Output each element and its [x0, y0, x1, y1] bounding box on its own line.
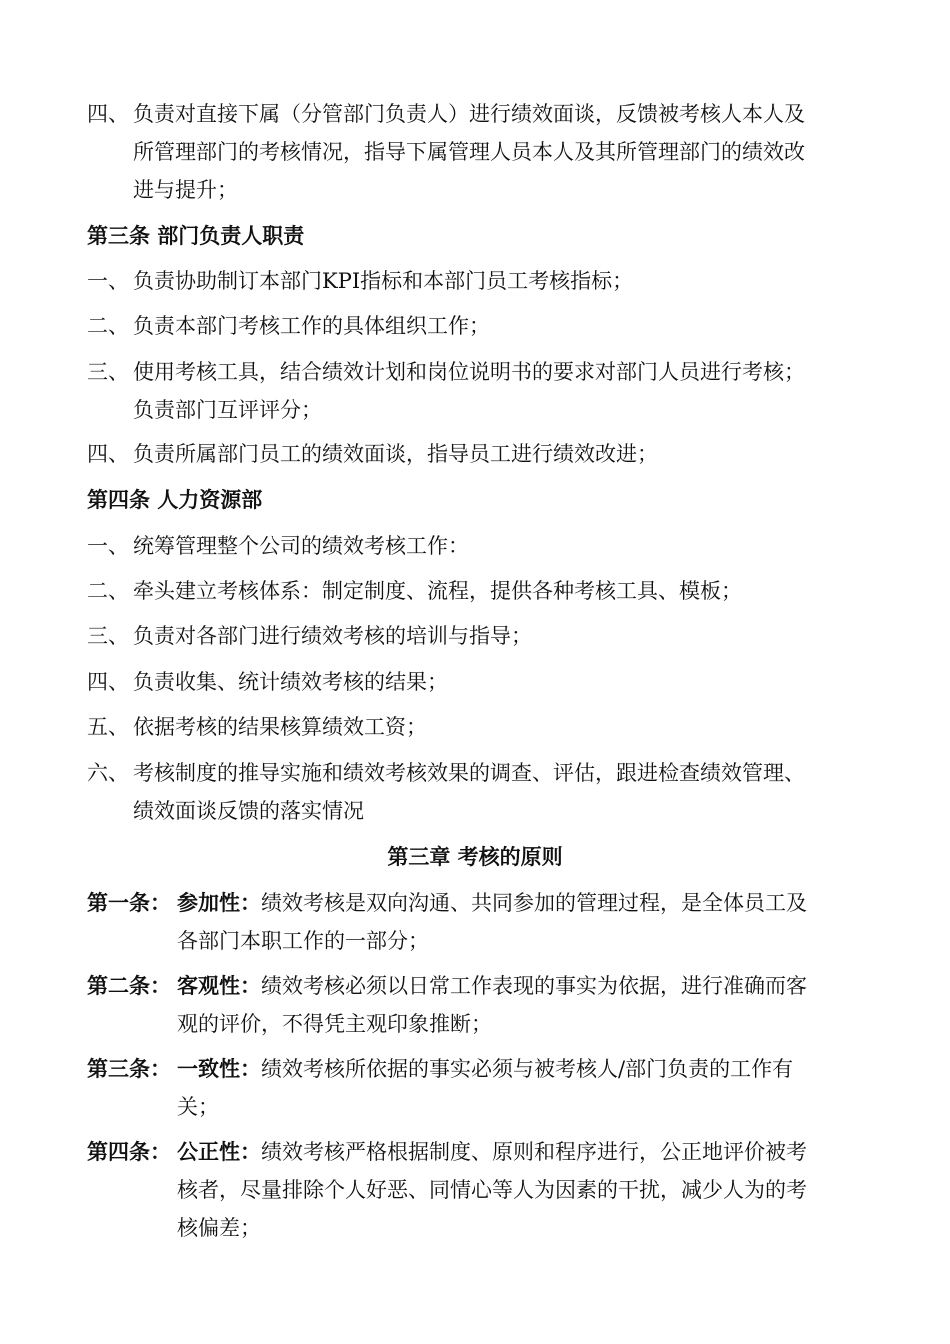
article-text: 绩效考核所依据的事实必须与被考核人/部门负责的工作有 [261, 1057, 794, 1081]
item-text: 进与提升； [133, 178, 238, 202]
article-text: 核偏差； [177, 1216, 261, 1240]
item-text: 绩效面谈反馈的落实情况 [133, 799, 364, 823]
item-text: 统筹管理整个公司的绩效考核工作： [133, 534, 469, 558]
article-label: 第四条： [87, 1139, 171, 1164]
article-lead: 公正性： [177, 1139, 261, 1164]
article-text: 观的评价，不得凭主观印象推断； [177, 1012, 492, 1036]
item-number: 三、 [87, 360, 129, 384]
article-text: 绩效考核是双向沟通、共同参加的管理过程，是全体员工及 [261, 891, 807, 915]
item-text: 负责部门互评评分； [133, 398, 322, 422]
article-text: 各部门本职工作的一部分； [177, 929, 429, 953]
item-number: 四、 [87, 670, 129, 694]
section-heading: 第四条 人力资源部 [87, 487, 263, 512]
article-label: 第二条： [87, 973, 171, 998]
item-number: 四、 [87, 102, 129, 126]
item-number: 一、 [87, 534, 129, 558]
item-text: 负责所属部门员工的绩效面谈，指导员工进行绩效改进； [133, 442, 658, 466]
article-label: 第一条： [87, 890, 171, 915]
article-text: 关； [177, 1095, 219, 1119]
article-lead: 一致性： [177, 1056, 261, 1081]
item-number: 二、 [87, 314, 129, 338]
article-label: 第三条： [87, 1056, 171, 1081]
item-text: 负责对直接下属（分管部门负责人）进行绩效面谈，反馈被考核人本人及 [133, 102, 805, 126]
item-number: 一、 [87, 269, 129, 293]
article-text: 绩效考核必须以日常工作表现的事实为依据，进行准确而客 [261, 974, 807, 998]
article-lead: 客观性： [177, 973, 261, 998]
item-number: 三、 [87, 624, 129, 648]
item-number: 五、 [87, 715, 129, 739]
section-heading: 第三条 部门负责人职责 [87, 223, 305, 248]
item-number: 二、 [87, 579, 129, 603]
item-text: 使用考核工具，结合绩效计划和岗位说明书的要求对部门人员进行考核； [133, 360, 805, 384]
item-text: 负责本部门考核工作的具体组织工作； [133, 314, 490, 338]
chapter-title: 第三章 考核的原则 [387, 844, 563, 869]
item-text: 考核制度的推导实施和绩效考核效果的调查、评估，跟进检查绩效管理、 [133, 761, 805, 785]
item-text: 负责收集、统计绩效考核的结果； [133, 670, 448, 694]
item-number: 四、 [87, 442, 129, 466]
item-text: 依据考核的结果核算绩效工资； [133, 715, 427, 739]
article-lead: 参加性： [177, 890, 261, 915]
item-text: 所管理部门的考核情况，指导下属管理人员本人及其所管理部门的绩效改 [133, 140, 805, 164]
item-text: 负责对各部门进行绩效考核的培训与指导； [133, 624, 532, 648]
item-number: 六、 [87, 761, 129, 785]
item-text: 负责协助制订本部门KPI指标和本部门员工考核指标； [133, 269, 634, 293]
article-text: 核者，尽量排除个人好恶、同情心等人为因素的干扰，减少人为的考 [177, 1178, 807, 1202]
item-text: 牵头建立考核体系：制定制度、流程，提供各种考核工具、模板； [133, 579, 742, 603]
article-text: 绩效考核严格根据制度、原则和程序进行，公正地评价被考 [261, 1140, 807, 1164]
